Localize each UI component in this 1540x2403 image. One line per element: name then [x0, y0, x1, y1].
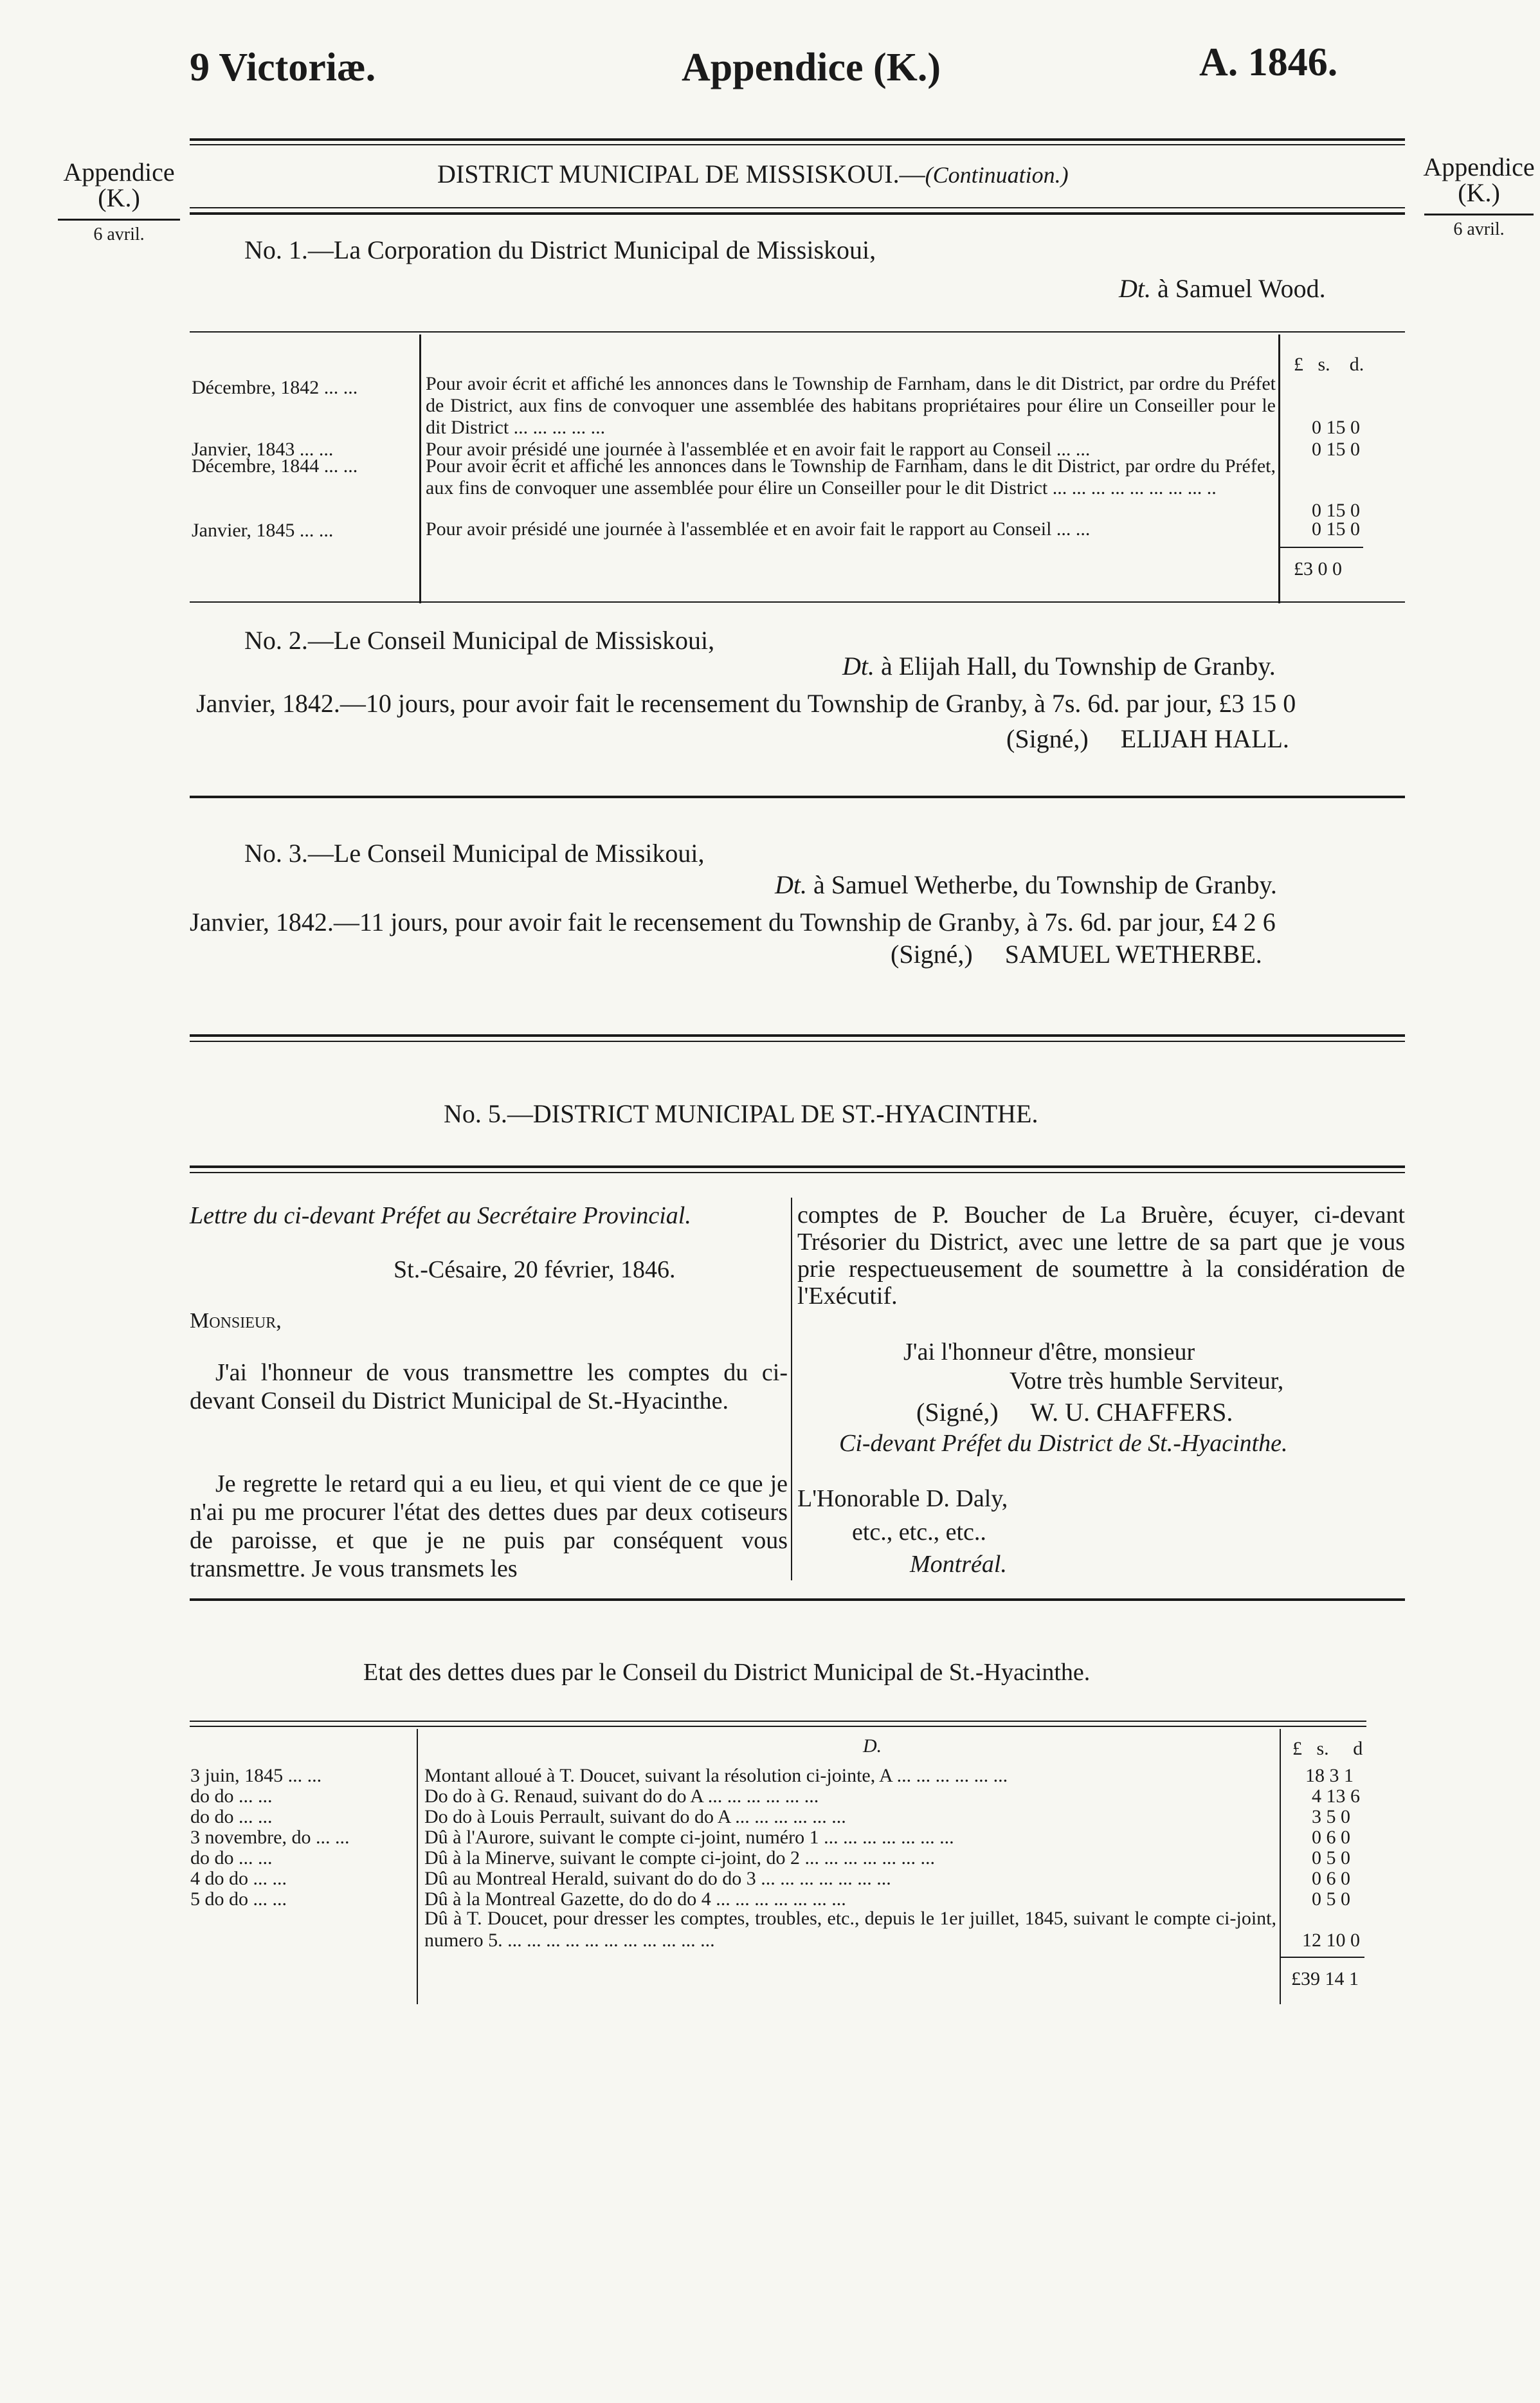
account3-heading: No. 3.—Le Conseil Municipal de Missikoui, — [244, 839, 705, 868]
table1-col-divider-1 — [419, 334, 421, 603]
margin-left-date: 6 avril. — [93, 224, 145, 244]
table1-row3-amount: 0 15 0 — [1312, 500, 1360, 521]
rule-section-2 — [190, 212, 1405, 215]
letter-addressee2: etc., etc., etc.. — [852, 1519, 986, 1546]
debts-row7-desc: Dû à la Montreal Gazette, do do do 4 ... ... ... ... ... ... ... — [424, 1888, 846, 1910]
letter-title: Lettre du ci-devant Préfet au Secrétaire Provincial. — [190, 1202, 691, 1229]
debts-row8-desc: Dû à T. Doucet, pour dresser les comptes, troubles, etc., depuis le 1er juillet, 1845, suivant le compte ci-joint, numero 5. ... ... ... ... ... ... ... ... ... ... ... — [424, 1908, 1276, 1951]
letter-closing1: J'ai l'honneur d'être, monsieur — [903, 1339, 1195, 1366]
account3-signed-label: (Signé,) — [891, 940, 973, 969]
debts-col-divider-1 — [417, 1729, 418, 2004]
table1-col-headers — [1294, 354, 1364, 376]
debts-top-rule-1 — [190, 1721, 1366, 1722]
header-left: 9 Victoriæ. — [190, 46, 376, 89]
section-title-cont: (Continuation.) — [925, 162, 1069, 188]
debts-row5-date: do do ... ... — [190, 1847, 273, 1868]
debts-row3-date: do do ... ... — [190, 1806, 273, 1827]
letter-signature — [916, 1397, 1233, 1427]
margin-right-date: 6 avril. — [1453, 219, 1505, 239]
table1-row2-date: Janvier, 1843 ... ... — [192, 439, 334, 460]
account3-creditor — [775, 870, 1277, 900]
account1-heading: No. 1.—La Corporation du District Municipal de Missiskoui, — [244, 235, 876, 264]
account3-creditor-name: à Samuel Wetherbe, du Township de Granby. — [813, 870, 1277, 899]
table1-top-rule — [190, 331, 1405, 333]
debts-row4-desc: Dû à l'Aurore, suivant le compte ci-joint, numéro 1 ... ... ... ... ... ... ... — [424, 1827, 954, 1848]
debts-row3-amount: 3 5 0 — [1312, 1806, 1350, 1827]
rule-before-section5-1 — [190, 1034, 1405, 1037]
account3-entry: Janvier, 1842.—11 jours, pour avoir fait le recensement du Township de Granby, à 7s. 6d. par jour, £4 2 6 — [190, 908, 1276, 937]
debts-col-pounds: £ — [1292, 1738, 1302, 1759]
debts-col-divider-2 — [1280, 1729, 1281, 2004]
letter-place-date: St.-Césaire, 20 février, 1846. — [394, 1256, 676, 1283]
debts-row7-amount: 0 5 0 — [1312, 1888, 1350, 1910]
account2-creditor — [842, 651, 1276, 681]
debts-row5-amount: 0 5 0 — [1312, 1847, 1350, 1868]
debts-row2-date: do do ... ... — [190, 1786, 273, 1807]
table1-row2-desc: Pour avoir présidé une journée à l'assemblée et en avoir fait le rapport au Conseil ... ... — [426, 439, 1091, 460]
rule-section-1 — [190, 207, 1405, 208]
letter-signer: W. U. CHAFFERS. — [1030, 1398, 1233, 1427]
margin-right-note — [1418, 154, 1540, 239]
table1-col-shillings: s. — [1318, 354, 1330, 375]
account2-creditor-name: à Elijah Hall, du Township de Granby. — [881, 652, 1276, 681]
debts-row7-date: 5 do do ... ... — [190, 1888, 287, 1910]
debts-col-shillings: s. — [1316, 1738, 1329, 1759]
debts-total-rule — [1281, 1957, 1364, 1958]
table1-col-pounds: £ — [1294, 354, 1303, 375]
debts-row8-amount: 12 10 0 — [1302, 1930, 1360, 1951]
rule-after-letter — [190, 1598, 1405, 1601]
table1-row4-date: Janvier, 1845 ... ... — [192, 520, 334, 541]
debts-row6-desc: Dû au Montreal Herald, suivant do do do 3 ... ... ... ... ... ... ... — [424, 1868, 891, 1889]
letter-column-divider — [791, 1198, 792, 1580]
debts-row4-amount: 0 6 0 — [1312, 1827, 1350, 1848]
letter-para1: J'ai l'honneur de vous transmettre les comptes du ci-devant Conseil du District Municipal de St.-Hyacinthe. — [190, 1359, 788, 1414]
account2-signature — [1006, 724, 1289, 754]
debts-title: Etat des dettes dues par le Conseil du District Municipal de St.-Hyacinthe. — [363, 1659, 1091, 1686]
debts-row4-date: 3 novembre, do ... ... — [190, 1827, 350, 1848]
table1-row3-desc: Pour avoir écrit et affiché les annonces dans le Township de Farnham, dans le dit District, par ordre du Préfet, aux fins de convoquer une assemblée pour élire un Conseiller pour le dit District ... ... ... ... ... ... ... ... .. — [426, 455, 1276, 498]
debts-row5-desc: Dû à la Minerve, suivant le compte ci-joint, do 2 ... ... ... ... ... ... ... — [424, 1847, 936, 1868]
table1-row3-date: Décembre, 1844 ... ... — [192, 455, 358, 477]
account3-signature — [891, 939, 1262, 969]
debts-row1-amount: 18 3 1 — [1305, 1765, 1354, 1786]
account2-signed-label: (Signé,) — [1006, 724, 1089, 753]
account1-creditor-prefix: Dt. — [1119, 274, 1151, 303]
letter-signed-label: (Signé,) — [916, 1398, 999, 1427]
table1-col-pence: d. — [1349, 354, 1364, 375]
letter-salutation: Monsieur, — [190, 1309, 282, 1333]
margin-left-note — [51, 160, 186, 244]
header-center: Appendice (K.) — [682, 46, 941, 89]
margin-left-title: Appendice — [63, 158, 175, 187]
account1-creditor-name: à Samuel Wood. — [1157, 274, 1326, 303]
debts-row6-amount: 0 6 0 — [1312, 1868, 1350, 1889]
debts-total: £39 14 1 — [1291, 1968, 1359, 1989]
debts-row2-desc: Do do à G. Renaud, suivant do do A ... ... ... ... ... ... — [424, 1786, 819, 1807]
debts-top-rule-2 — [190, 1726, 1366, 1727]
table1-row1-amount: 0 15 0 — [1312, 417, 1360, 438]
debts-col-d: D. — [863, 1735, 882, 1757]
account3-creditor-prefix: Dt. — [775, 870, 807, 899]
rule-top-2 — [190, 144, 1405, 145]
account1-creditor — [1119, 273, 1326, 304]
letter-right-para: comptes de P. Boucher de La Bruère, écuyer, ci-devant Trésorier du District, avec une lettre de sa part que je vous prie respectueusement de soumettre à la considération de l'Exécutif. — [797, 1202, 1405, 1310]
letter-addressee: L'Honorable D. Daly, — [797, 1485, 1008, 1512]
table1-row1-date: Décembre, 1842 ... ... — [192, 377, 358, 398]
letter-signer-title: Ci-devant Préfet du District de St.-Hyacinthe. — [839, 1430, 1288, 1457]
letter-addressee3: Montréal. — [910, 1551, 1007, 1578]
rule-top — [190, 138, 1405, 141]
debts-row2-amount: 4 13 6 — [1312, 1786, 1360, 1807]
debts-row1-desc: Montant alloué à T. Doucet, suivant la résolution ci-jointe, A ... ... ... ... ... ... — [424, 1765, 1008, 1786]
rule-before-section5-2 — [190, 1041, 1405, 1042]
account2-signer: ELIJAH HALL. — [1120, 724, 1289, 753]
debts-col-pence: d — [1353, 1738, 1363, 1759]
debts-col-headers — [1292, 1738, 1363, 1760]
table1-total: £3 0 0 — [1294, 558, 1342, 580]
table1-total-rule — [1280, 547, 1363, 548]
account2-creditor-prefix: Dt. — [842, 652, 874, 681]
margin-right-title: Appendice — [1423, 152, 1535, 181]
header-right: A. 1846. — [1199, 41, 1338, 84]
rule-section5-2 — [190, 1172, 1405, 1173]
rule-section5-1 — [190, 1165, 1405, 1168]
debts-row1-date: 3 juin, 1845 ... ... — [190, 1765, 322, 1786]
margin-left-k: (K.) — [98, 183, 140, 212]
section-title — [437, 159, 1069, 189]
letter-closing2: Votre très humble Serviteur, — [1010, 1367, 1284, 1394]
section5-title: No. 5.—DISTRICT MUNICIPAL DE ST.-HYACINTHE. — [444, 1099, 1038, 1128]
table1-bottom-rule — [190, 601, 1405, 603]
table1-row2-amount: 0 15 0 — [1312, 439, 1360, 460]
account2-heading: No. 2.—Le Conseil Municipal de Missiskoui, — [244, 626, 715, 655]
margin-right-k: (K.) — [1458, 178, 1500, 207]
table1-row1-desc: Pour avoir écrit et affiché les annonces dans le Township de Farnham, dans le dit District, par ordre du Préfet de District, aux fins de convoquer une assemblée des habitans propriétaires pour élire un Conseiller pour le dit District ... ... ... ... ... — [426, 373, 1276, 438]
rule-after-account2 — [190, 796, 1405, 798]
account3-signer: SAMUEL WETHERBE. — [1004, 940, 1262, 969]
account2-entry: Janvier, 1842.—10 jours, pour avoir fait le recensement du Township de Granby, à 7s. 6d. par jour, £3 15 0 — [196, 689, 1296, 718]
letter-para2: Je regrette le retard qui a eu lieu, et qui vient de ce que je n'ai pu me procurer l'état des dettes dues par deux cotiseurs de paroisse, et que je ne puis par conséquent vous transmettre. Je vous transmets les — [190, 1470, 788, 1582]
table1-row4-desc: Pour avoir présidé une journée à l'assemblée et en avoir fait le rapport au Conseil ... ... — [426, 518, 1091, 540]
section-title-main: DISTRICT MUNICIPAL DE MISSISKOUI.— — [437, 160, 925, 188]
table1-row4-amount: 0 15 0 — [1312, 518, 1360, 540]
table1-col-divider-2 — [1278, 334, 1280, 603]
debts-row3-desc: Do do à Louis Perrault, suivant do do A ... ... ... ... ... ... — [424, 1806, 846, 1827]
debts-row6-date: 4 do do ... ... — [190, 1868, 287, 1889]
